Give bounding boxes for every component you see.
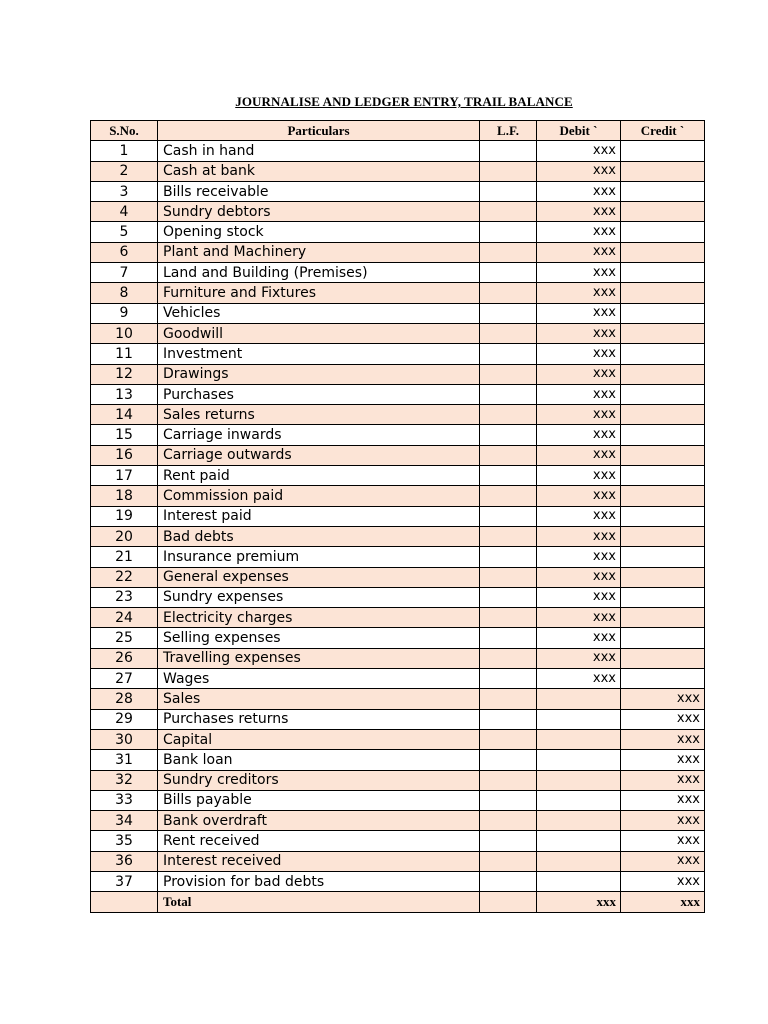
- row-lf: [480, 161, 537, 181]
- row-sno: 5: [91, 222, 158, 242]
- row-particulars: Land and Building (Premises): [158, 263, 480, 283]
- row-credit: [621, 384, 705, 404]
- header-lf: L.F.: [480, 121, 537, 141]
- row-particulars: Cash in hand: [158, 141, 480, 161]
- row-credit: [621, 608, 705, 628]
- row-particulars: Cash at bank: [158, 161, 480, 181]
- row-credit: [621, 283, 705, 303]
- row-debit: xxx: [537, 547, 621, 567]
- table-row: [91, 263, 705, 283]
- row-sno: 6: [91, 242, 158, 262]
- table-row: [91, 526, 705, 546]
- row-debit: xxx: [537, 526, 621, 546]
- row-debit: xxx: [537, 364, 621, 384]
- row-debit: xxx: [537, 303, 621, 323]
- row-sno: 18: [91, 486, 158, 506]
- table-row: [91, 405, 705, 425]
- row-particulars: Drawings: [158, 364, 480, 384]
- row-particulars: Vehicles: [158, 303, 480, 323]
- row-credit: xxx: [621, 770, 705, 790]
- header-sno: S.No.: [91, 121, 158, 141]
- row-sno: 21: [91, 547, 158, 567]
- row-lf: [480, 547, 537, 567]
- row-lf: [480, 384, 537, 404]
- row-sno: 4: [91, 202, 158, 222]
- row-particulars: Bills receivable: [158, 181, 480, 201]
- row-particulars: Capital: [158, 729, 480, 749]
- table-row: [91, 567, 705, 587]
- row-debit: xxx: [537, 567, 621, 587]
- row-credit: xxx: [621, 831, 705, 851]
- row-particulars: Provision for bad debts: [158, 871, 480, 891]
- table-row: [91, 648, 705, 668]
- row-lf: [480, 608, 537, 628]
- row-particulars: Sundry debtors: [158, 202, 480, 222]
- row-sno: 10: [91, 323, 158, 343]
- row-debit: xxx: [537, 202, 621, 222]
- row-credit: xxx: [621, 871, 705, 891]
- row-particulars: Electricity charges: [158, 608, 480, 628]
- row-credit: [621, 648, 705, 668]
- row-lf: [480, 263, 537, 283]
- row-particulars: Goodwill: [158, 323, 480, 343]
- table-row: [91, 344, 705, 364]
- row-debit: xxx: [537, 669, 621, 689]
- row-lf: [480, 770, 537, 790]
- row-credit: [621, 506, 705, 526]
- row-lf: [480, 141, 537, 161]
- row-sno: 12: [91, 364, 158, 384]
- row-particulars: Travelling expenses: [158, 648, 480, 668]
- row-debit: xxx: [537, 161, 621, 181]
- row-lf: [480, 425, 537, 445]
- row-sno: 2: [91, 161, 158, 181]
- header-credit: Credit `: [621, 121, 705, 141]
- row-credit: [621, 425, 705, 445]
- row-debit: [537, 831, 621, 851]
- row-credit: xxx: [621, 729, 705, 749]
- row-debit: [537, 709, 621, 729]
- row-sno: 8: [91, 283, 158, 303]
- row-lf: [480, 486, 537, 506]
- row-particulars: Investment: [158, 344, 480, 364]
- row-sno: 17: [91, 466, 158, 486]
- table-row: [91, 729, 705, 749]
- row-lf: [480, 506, 537, 526]
- row-sno: 30: [91, 729, 158, 749]
- row-debit: xxx: [537, 283, 621, 303]
- row-lf: [480, 222, 537, 242]
- total-sno: [91, 892, 158, 912]
- row-particulars: Purchases: [158, 384, 480, 404]
- row-sno: 19: [91, 506, 158, 526]
- row-sno: 3: [91, 181, 158, 201]
- row-particulars: Commission paid: [158, 486, 480, 506]
- row-particulars: Insurance premium: [158, 547, 480, 567]
- row-credit: [621, 364, 705, 384]
- row-sno: 37: [91, 871, 158, 891]
- table-row: [91, 384, 705, 404]
- table-row: [91, 222, 705, 242]
- row-sno: 32: [91, 770, 158, 790]
- row-particulars: Bad debts: [158, 526, 480, 546]
- row-credit: [621, 181, 705, 201]
- row-lf: [480, 811, 537, 831]
- row-debit: xxx: [537, 587, 621, 607]
- row-credit: [621, 344, 705, 364]
- row-debit: xxx: [537, 506, 621, 526]
- row-particulars: Rent received: [158, 831, 480, 851]
- row-credit: [621, 242, 705, 262]
- row-particulars: Purchases returns: [158, 709, 480, 729]
- row-lf: [480, 466, 537, 486]
- table-row: [91, 851, 705, 871]
- header-debit: Debit `: [537, 121, 621, 141]
- table-row: [91, 770, 705, 790]
- row-lf: [480, 628, 537, 648]
- row-credit: [621, 567, 705, 587]
- row-debit: xxx: [537, 344, 621, 364]
- row-credit: [621, 222, 705, 242]
- row-credit: [621, 141, 705, 161]
- table-row: [91, 445, 705, 465]
- row-particulars: Plant and Machinery: [158, 242, 480, 262]
- row-lf: [480, 669, 537, 689]
- table-row: [91, 689, 705, 709]
- row-particulars: Opening stock: [158, 222, 480, 242]
- row-lf: [480, 445, 537, 465]
- row-lf: [480, 242, 537, 262]
- row-sno: 35: [91, 831, 158, 851]
- row-debit: xxx: [537, 608, 621, 628]
- row-particulars: Furniture and Fixtures: [158, 283, 480, 303]
- table-row: [91, 283, 705, 303]
- table-row: [91, 608, 705, 628]
- document-title: JOURNALISE AND LEDGER ENTRY, TRAIL BALANCE: [235, 94, 573, 109]
- table-body: [91, 141, 705, 892]
- total-row: [91, 892, 705, 912]
- row-sno: 9: [91, 303, 158, 323]
- table-row: [91, 587, 705, 607]
- row-lf: [480, 831, 537, 851]
- table-row: [91, 242, 705, 262]
- table-row: [91, 871, 705, 891]
- row-sno: 20: [91, 526, 158, 546]
- row-credit: [621, 303, 705, 323]
- row-particulars: Carriage inwards: [158, 425, 480, 445]
- row-particulars: Bank overdraft: [158, 811, 480, 831]
- table-row: [91, 831, 705, 851]
- row-debit: xxx: [537, 141, 621, 161]
- row-debit: xxx: [537, 466, 621, 486]
- row-sno: 26: [91, 648, 158, 668]
- row-lf: [480, 729, 537, 749]
- total-lf: [480, 892, 537, 912]
- row-lf: [480, 344, 537, 364]
- row-lf: [480, 202, 537, 222]
- row-lf: [480, 587, 537, 607]
- table-row: [91, 486, 705, 506]
- row-sno: 1: [91, 141, 158, 161]
- row-sno: 25: [91, 628, 158, 648]
- row-credit: xxx: [621, 709, 705, 729]
- row-particulars: Sales returns: [158, 405, 480, 425]
- row-debit: xxx: [537, 648, 621, 668]
- row-credit: [621, 405, 705, 425]
- table-row: [91, 425, 705, 445]
- row-credit: xxx: [621, 851, 705, 871]
- row-sno: 13: [91, 384, 158, 404]
- header-particulars: Particulars: [158, 121, 480, 141]
- row-lf: [480, 303, 537, 323]
- table-row: [91, 303, 705, 323]
- row-sno: 11: [91, 344, 158, 364]
- row-debit: xxx: [537, 445, 621, 465]
- row-credit: [621, 669, 705, 689]
- table-row: [91, 141, 705, 161]
- table-row: [91, 161, 705, 181]
- row-credit: [621, 323, 705, 343]
- row-lf: [480, 323, 537, 343]
- row-sno: 27: [91, 669, 158, 689]
- table-row: [91, 323, 705, 343]
- row-particulars: Sundry expenses: [158, 587, 480, 607]
- row-debit: xxx: [537, 323, 621, 343]
- row-debit: [537, 811, 621, 831]
- row-particulars: Wages: [158, 669, 480, 689]
- table-row: [91, 466, 705, 486]
- row-sno: 33: [91, 790, 158, 810]
- row-sno: 24: [91, 608, 158, 628]
- row-credit: [621, 587, 705, 607]
- row-credit: [621, 526, 705, 546]
- row-lf: [480, 567, 537, 587]
- row-sno: 31: [91, 750, 158, 770]
- row-lf: [480, 750, 537, 770]
- row-debit: xxx: [537, 384, 621, 404]
- table-row: [91, 709, 705, 729]
- row-credit: [621, 466, 705, 486]
- row-credit: xxx: [621, 750, 705, 770]
- row-credit: [621, 161, 705, 181]
- row-sno: 15: [91, 425, 158, 445]
- row-sno: 23: [91, 587, 158, 607]
- table-row: [91, 628, 705, 648]
- row-debit: [537, 729, 621, 749]
- total-debit: xxx: [537, 892, 621, 912]
- row-credit: [621, 445, 705, 465]
- row-lf: [480, 181, 537, 201]
- row-debit: xxx: [537, 242, 621, 262]
- row-sno: 34: [91, 811, 158, 831]
- row-particulars: Rent paid: [158, 466, 480, 486]
- row-particulars: Interest paid: [158, 506, 480, 526]
- row-lf: [480, 648, 537, 668]
- row-credit: [621, 202, 705, 222]
- row-debit: xxx: [537, 263, 621, 283]
- row-lf: [480, 526, 537, 546]
- row-credit: [621, 486, 705, 506]
- row-lf: [480, 790, 537, 810]
- row-credit: xxx: [621, 790, 705, 810]
- trial-balance-table: [90, 120, 705, 913]
- row-credit: [621, 263, 705, 283]
- row-lf: [480, 364, 537, 384]
- row-particulars: Carriage outwards: [158, 445, 480, 465]
- table-header-row: [91, 121, 705, 141]
- row-sno: 36: [91, 851, 158, 871]
- table-row: [91, 202, 705, 222]
- row-sno: 28: [91, 689, 158, 709]
- row-debit: [537, 770, 621, 790]
- row-debit: xxx: [537, 425, 621, 445]
- row-debit: [537, 851, 621, 871]
- table-row: [91, 181, 705, 201]
- row-debit: xxx: [537, 222, 621, 242]
- row-sno: 29: [91, 709, 158, 729]
- row-debit: xxx: [537, 405, 621, 425]
- row-credit: xxx: [621, 689, 705, 709]
- row-lf: [480, 871, 537, 891]
- table-row: [91, 364, 705, 384]
- row-lf: [480, 689, 537, 709]
- total-credit: xxx: [621, 892, 705, 912]
- row-sno: 16: [91, 445, 158, 465]
- total-label: Total: [158, 892, 480, 912]
- table-row: [91, 811, 705, 831]
- row-particulars: Interest received: [158, 851, 480, 871]
- row-sno: 14: [91, 405, 158, 425]
- row-lf: [480, 851, 537, 871]
- row-credit: [621, 628, 705, 648]
- table-row: [91, 506, 705, 526]
- row-lf: [480, 709, 537, 729]
- row-particulars: Sales: [158, 689, 480, 709]
- table-row: [91, 790, 705, 810]
- row-debit: xxx: [537, 486, 621, 506]
- row-debit: xxx: [537, 628, 621, 648]
- row-sno: 7: [91, 263, 158, 283]
- row-debit: [537, 871, 621, 891]
- table-row: [91, 669, 705, 689]
- row-credit: xxx: [621, 811, 705, 831]
- row-debit: [537, 790, 621, 810]
- row-lf: [480, 283, 537, 303]
- row-lf: [480, 405, 537, 425]
- row-debit: xxx: [537, 181, 621, 201]
- row-particulars: Bills payable: [158, 790, 480, 810]
- row-particulars: General expenses: [158, 567, 480, 587]
- table-row: [91, 547, 705, 567]
- row-debit: [537, 689, 621, 709]
- table-row: [91, 750, 705, 770]
- row-particulars: Bank loan: [158, 750, 480, 770]
- row-particulars: Sundry creditors: [158, 770, 480, 790]
- row-particulars: Selling expenses: [158, 628, 480, 648]
- row-debit: [537, 750, 621, 770]
- row-credit: [621, 547, 705, 567]
- row-sno: 22: [91, 567, 158, 587]
